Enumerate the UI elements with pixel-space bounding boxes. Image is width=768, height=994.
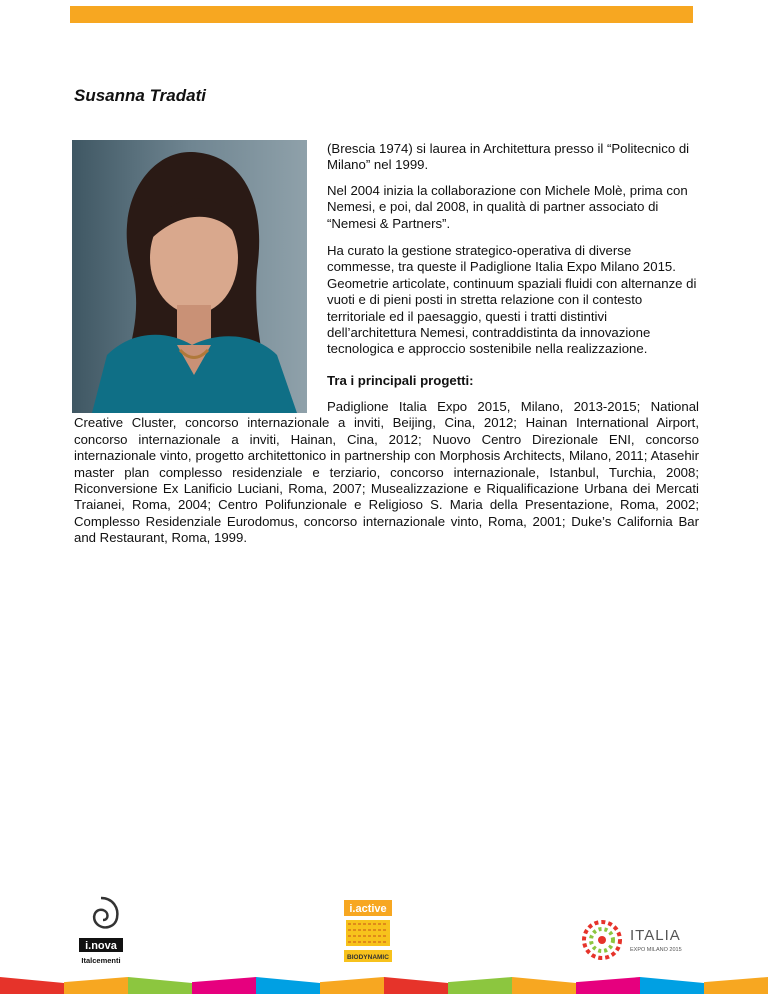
strip-segment (64, 977, 128, 994)
inova-name: i.nova (85, 940, 117, 952)
italia-sub: EXPO MILANO 2015 (630, 947, 682, 953)
strip-segment (256, 977, 320, 994)
iactive-logo (344, 900, 392, 964)
italia-expo-logo (580, 918, 690, 964)
bottom-color-strip (0, 977, 768, 994)
iactive-sub: BIODYNAMIC (347, 954, 389, 961)
strip-segment (640, 977, 704, 994)
footer-logos (0, 890, 768, 970)
page-title: Susanna Tradati (74, 86, 206, 105)
strip-segment (320, 977, 384, 994)
strip-segment (576, 977, 640, 994)
strip-segment (192, 977, 256, 994)
portrait-photo (72, 140, 307, 413)
inova-logo (77, 892, 125, 966)
projects-list: Padiglione Italia Expo 2015, Milano, 2013-2015; National Creative Cluster, concorso internazionale a inviti, Beijing, Cina, 2012; Hainan International Airport, concorso internazionale a inviti, Hainan, Cina, 2012; Nuovo Centro Direzionale ENI, concorso internazionale vinto, progetto architettonico in partnership con Morphosis Architects, Milano, 2011; Atasehir master plan complesso residenziale e terziario, concorso internazionale, Istanbul, Turchia, 2008; Riconversione Ex Lanificio Luciani, Roma, 2007; Musealizzazione e Riqualificazione Urbana dei Mercati Traianei, Roma, 2004; Centro Polifunzionale e Religioso S. Maria della Presentazione, Roma, 2002; Complesso Residenziale Eurodomus, concorso internazionale vinto, Roma, 2001; Duke’s California Bar and Restaurant, Roma, 1999. (74, 399, 699, 546)
bio-paragraph-2: Nel 2004 inizia la collaborazione con Michele Molè, prima con Nemesi, e poi, dal 2008, in qualità di partner associato di “Nemesi & Partners”. (327, 183, 688, 231)
top-orange-bar (70, 6, 693, 23)
strip-segment (0, 977, 64, 994)
strip-segment (384, 977, 448, 994)
projects-heading: Tra i principali progetti: (327, 373, 474, 388)
inova-sub: Italcementi (81, 956, 121, 965)
strip-segment (128, 977, 192, 994)
italia-name: ITALIA (630, 927, 681, 944)
strip-segment (512, 977, 576, 994)
bio-paragraph-1: (Brescia 1974) si laurea in Architettura presso il “Politecnico di Milano” nel 1999. (327, 141, 690, 173)
iactive-name: i.active (349, 903, 387, 915)
strip-segment (448, 977, 512, 994)
bio-paragraph-3: Ha curato la gestione strategico-operativa di diverse commesse, tra queste il Padiglione Italia Expo Milano 2015. Geometrie articolate, continuum spaziali fluidi con alternanze di vuoti e di pieni posti in stretta relazione con il contesto territoriale ed il paesaggio, questi i tratti distintivi dell’architettura Nemesi, contraddistinta da innovazione tecnologica e approccio sostenibile nella realizzazione. (327, 243, 697, 357)
strip-segment (704, 977, 768, 994)
